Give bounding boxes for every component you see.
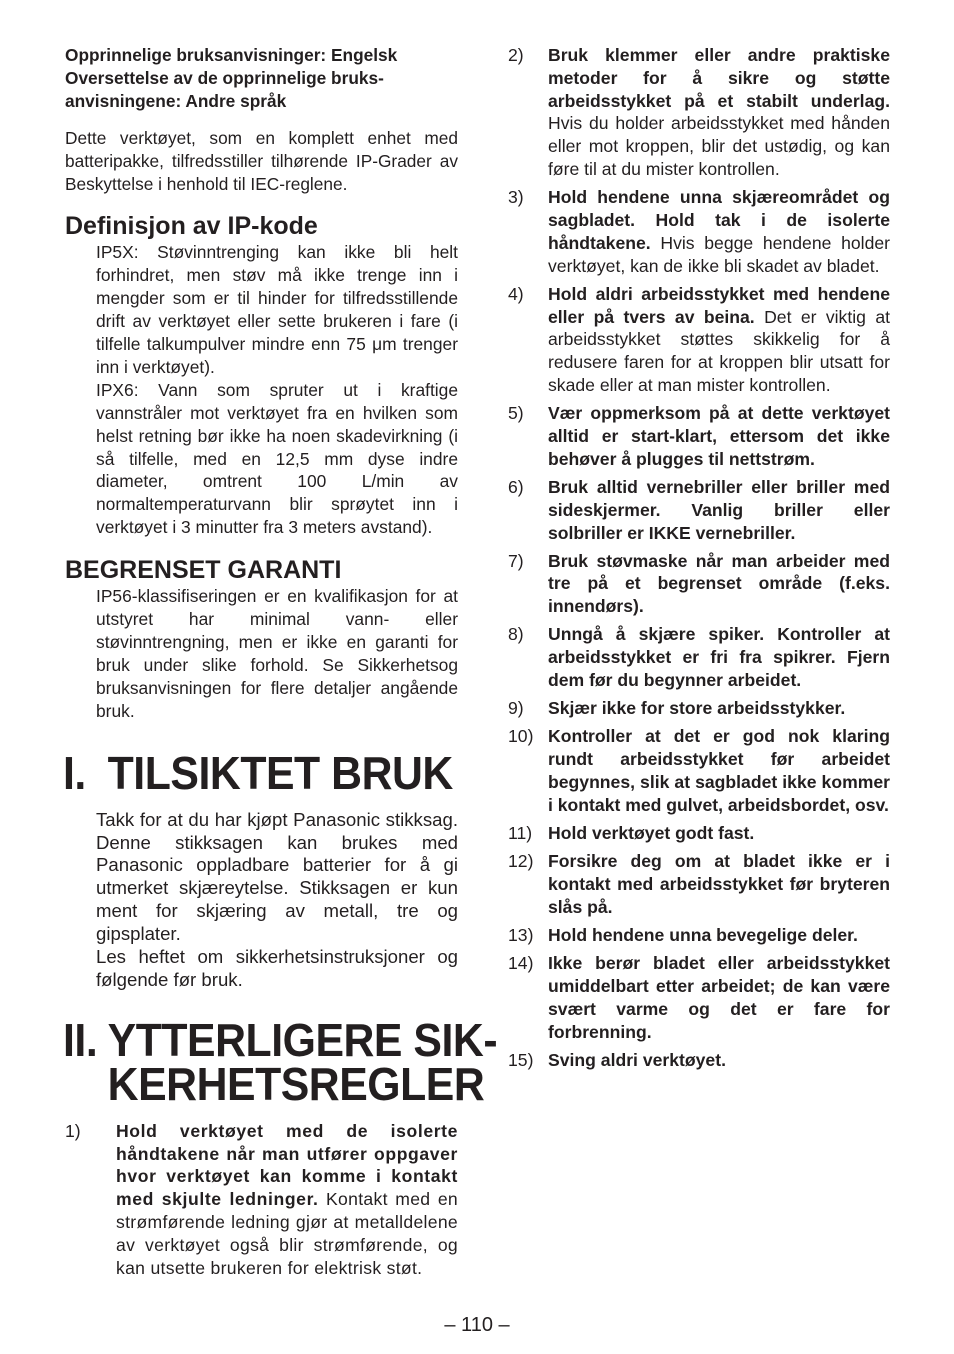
list-item xyxy=(508,44,890,181)
list-item xyxy=(508,186,890,277)
list-item xyxy=(508,476,890,544)
list-item-number: 2) xyxy=(508,45,524,65)
list-item-number: 8) xyxy=(508,624,524,645)
intro-paragraph: Dette verktøyet, som en komplett enhet med batteripakke, tilfredsstiller tilhørende IP-Grader av Beskyttelse i henhold til IEC-reglene. xyxy=(65,128,458,195)
safety-rules-list-left xyxy=(65,1120,458,1280)
list-item-bold: Bruk alltid vernebriller eller briller med sideskjermer. Vanlig briller eller solbriller er IKKE vernebriller. xyxy=(548,476,890,543)
list-item-number: 4) xyxy=(508,283,524,304)
section-2-title-line1: YTTERLIGERE SIK- xyxy=(107,1013,498,1066)
section-2-number: II. xyxy=(63,1013,98,1066)
list-item-bold: Bruk klemmer eller andre praktiske metoder for å sikre og støtte arbeidsstykket på et stabilt underlag. xyxy=(548,45,890,111)
list-item-number: 14) xyxy=(508,953,534,974)
list-item-bold: Hold aldri arbeidsstykket med hendene eller på tvers av beina. xyxy=(548,283,890,327)
ip5x-paragraph: IP5X: Støvinntrenging kan ikke bli helt forhindret, men støv må ikke trenge inn i mengder som er til hinder for tilfredsstillende drift av verktøyet eller sette brukeren i fare (i tilfelle talkumpulver mindre enn 75 μm trenger inn i verktøyet). xyxy=(96,242,458,377)
list-item xyxy=(508,924,890,947)
list-item xyxy=(508,822,890,845)
right-column xyxy=(508,44,890,1077)
read-instructions-paragraph: Les heftet om sikkerhetsinstruksjoner og følgende før bruk. xyxy=(96,946,458,990)
list-item xyxy=(508,850,890,918)
list-item xyxy=(65,1120,458,1280)
list-item-bold: Unngå å skjære spiker. Kontroller at arbeidsstykket er fri fra spikrer. Fjern dem før du begynner arbeidet. xyxy=(548,624,890,691)
safety-rules-list-right xyxy=(508,44,890,1072)
list-item-number: 13) xyxy=(508,924,534,945)
list-item-number: 10) xyxy=(508,726,534,747)
header-line: Oversettelse av de opprinnelige bruks- xyxy=(65,67,384,88)
list-item xyxy=(508,952,890,1043)
warranty-heading: BEGRENSET GARANTI xyxy=(65,556,342,585)
list-item-bold: Hold verktøyet godt fast. xyxy=(548,823,755,844)
header-notice xyxy=(65,44,458,112)
list-item-bold: Vær oppmerksom på at dette verktøyet alltid er start-klart, ettersom det ikke behøver å plugges til nettstrøm. xyxy=(548,403,890,469)
ipx6-paragraph: IPX6: Vann som spruter ut i kraftige vannstråler mot verktøyet fra en hvilken som helst retning bør ikke ha noen skadevirkning (i så tilfelle, med en 12,5 mm dyse indre diameter, omtrent 100 L/min av normaltemperaturvann blir sprøytet inn i verktøyet i 3 minutter fra 3 meters avstand). xyxy=(96,379,458,538)
list-item-bold: Bruk støvmaske når man arbeider med tre på et begrenset område (f.eks. innendørs). xyxy=(548,550,890,617)
list-item-number: 12) xyxy=(508,851,534,872)
list-item xyxy=(508,623,890,691)
section-2-title-line2: KERHETSREGLER xyxy=(107,1057,485,1110)
list-item xyxy=(508,697,890,720)
header-line: anvisningene: Andre språk xyxy=(65,90,287,111)
left-column xyxy=(63,44,498,1285)
list-item xyxy=(508,402,890,470)
list-item xyxy=(508,283,890,397)
section-1-heading xyxy=(63,746,453,799)
list-item-number: 9) xyxy=(508,698,524,719)
list-item-number: 3) xyxy=(508,187,524,208)
list-item-bold: Ikke berør bladet eller arbeidsstykket umiddelbart etter arbeidet; de kan være svært varme og det er fare for forbrenning. xyxy=(548,953,890,1042)
list-item-number: 1) xyxy=(65,1120,81,1141)
list-item xyxy=(508,550,890,618)
list-item-number: 15) xyxy=(508,1049,534,1070)
list-item-bold: Hold verktøyet med de isolerte håndtakene når man utfører oppgaver hvor verktøyet kan komme i kontakt med skjulte ledninger. xyxy=(116,1120,458,1210)
list-item-bold: Kontroller at det er god nok klaring rundt arbeidsstykket før arbeidet begynnes, slik at sagbladet ikke kommer i kontakt med gulvet, arbeidsbordet, osv. xyxy=(548,726,890,815)
warranty-paragraph: IP56-klassifiseringen er en kvalifikasjon for at utstyret har minimal vann- eller støvinntrengning, men er ikke en garanti for bruk under slike forhold. Se Sikkerhetsog bruksanvisningen for flere detaljer angående bruk. xyxy=(96,586,458,721)
list-item-number: 5) xyxy=(508,403,524,424)
header-line: Opprinnelige bruksanvisninger: Engelsk xyxy=(65,45,398,65)
list-item-bold: Sving aldri verktøyet. xyxy=(548,1049,726,1070)
list-item-text: Hvis begge hendene holder verktøyet, kan de ikke bli skadet av bladet. xyxy=(548,232,890,276)
list-item-text: Hvis du holder arbeidsstykket med hånden eller mot kroppen, blir det ustødig, og kan føre til at du mister kontrollen. xyxy=(548,113,890,179)
list-item-number: 11) xyxy=(508,823,533,844)
section-1-number: I. xyxy=(63,746,86,799)
page-number: – 110 – xyxy=(444,1314,510,1336)
list-item-bold: Hold hendene unna bevegelige deler. xyxy=(548,924,858,945)
list-item-text: Kontakt med en strømførende ledning gjør at metalldelene av verktøyet også blir strømførende, og kan utsette brukeren for elektrisk støt. xyxy=(116,1189,458,1278)
list-item-bold: Forsikre deg om at bladet ikke er i kontakt med arbeidsstykket før bryteren slås på. xyxy=(548,851,890,917)
list-item xyxy=(508,725,890,816)
section-1-title: TILSIKTET BRUK xyxy=(107,746,453,799)
list-item-number: 7) xyxy=(508,550,524,571)
list-item-bold: Skjær ikke for store arbeidsstykker. xyxy=(548,698,846,719)
list-item xyxy=(508,1049,890,1072)
intended-use-paragraph: Takk for at du har kjøpt Panasonic stikksag. Denne stikksagen kan brukes med Panasonic oppladbare batterier for å gi utmerket skjæreytelse. Stikksagen er kun ment for skjæring av metall, tre og gipsplater. xyxy=(96,808,458,945)
ip-definition-heading: Definisjon av IP-kode xyxy=(65,212,318,241)
section-2-heading xyxy=(63,1013,498,1110)
list-item-text: Det er viktig at arbeidsstykket støttes skikkelig for å redusere faren for at kroppen blir utsatt for skade eller at man mister kontrollen. xyxy=(548,306,890,395)
list-item-number: 6) xyxy=(508,476,524,497)
list-item-bold: Hold hendene unna skjæreområdet og sagbladet. Hold tak i de isolerte håndtakene. xyxy=(548,187,890,253)
